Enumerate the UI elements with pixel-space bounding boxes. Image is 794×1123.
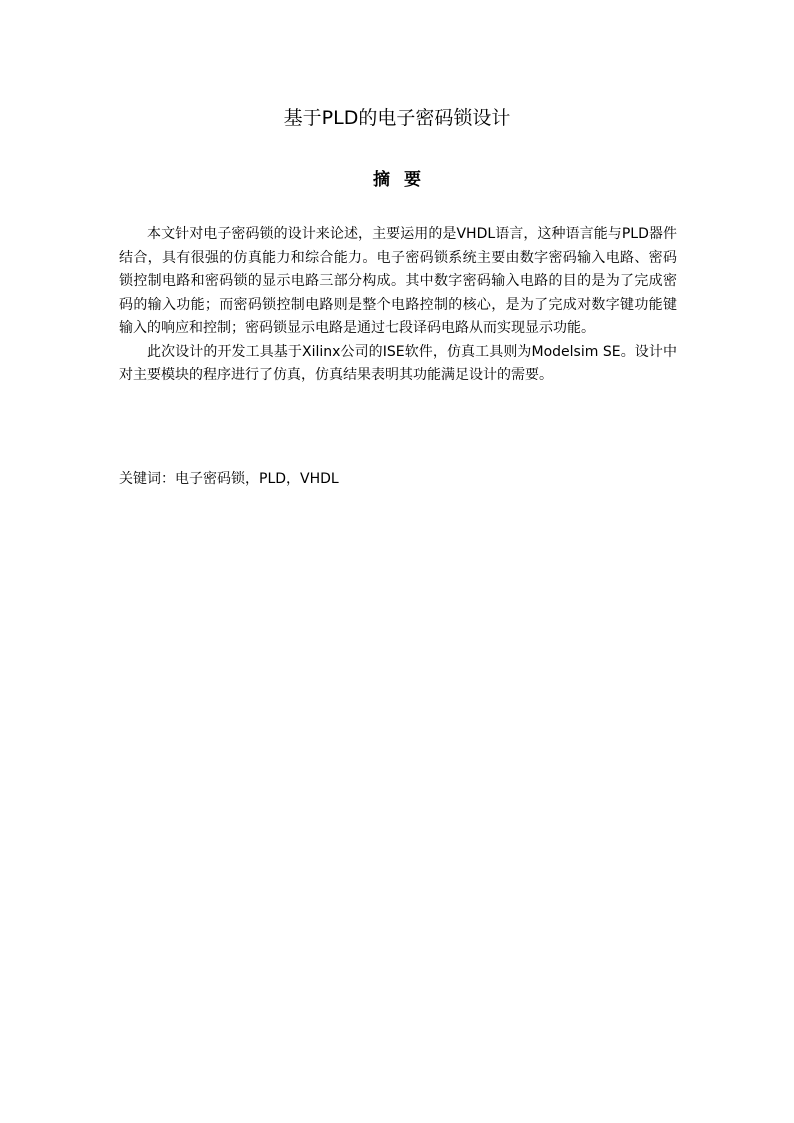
abstract-paragraph: 本文针对电子密码锁的设计来论述，主要运用的是VHDL语言，这种语言能与PLD器件结合，具有很强的仿真能力和综合能力。电子密码锁系统主要由数字密码输入电路、密码锁控制电路和密码锁的显示电路三部分构成。其中数字密码输入电路的目的是为了完成密码的输入功能；而密码锁控制电路则是整个电路控制的核心，是为了完成对数字键功能键输入的响应和控制；密码锁显示电路是通过七段译码电路从而实现显示功能。 (119, 226, 677, 336)
keywords-line: 关键词：电子密码锁，PLD，VHDL (119, 471, 339, 487)
document-title: 基于PLD的电子密码锁设计 (283, 107, 511, 129)
abstract-paragraph: 此次设计的开发工具基于Xilinx公司的ISE软件，仿真工具则为Modelsim SE。设计中对主要模块的程序进行了仿真，仿真结果表明其功能满足设计的需要。 (119, 343, 677, 383)
abstract-heading: 摘要 (373, 170, 435, 190)
abstract-body (119, 223, 677, 388)
